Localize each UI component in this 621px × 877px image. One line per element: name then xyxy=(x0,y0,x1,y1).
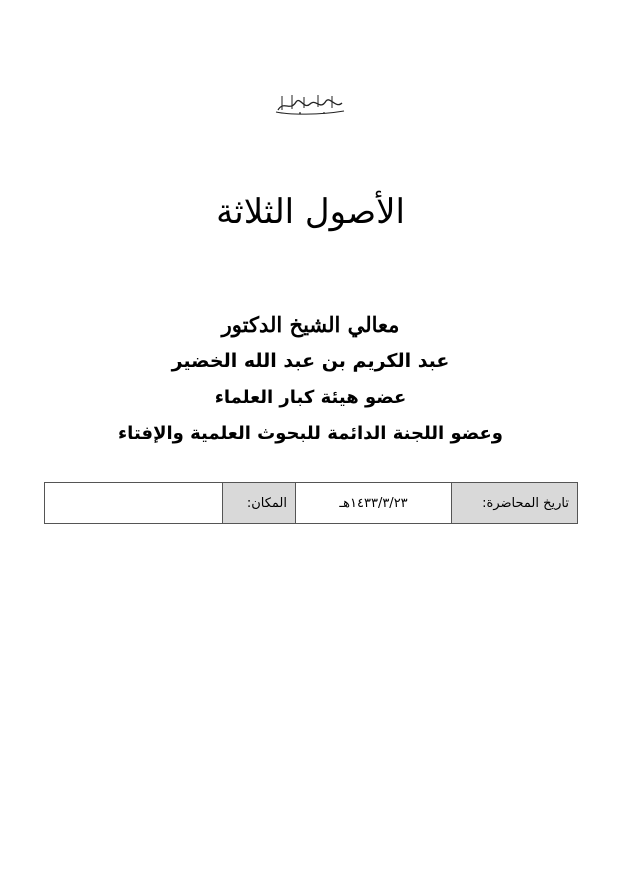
place-value xyxy=(45,483,223,524)
author-name: عبد الكريم بن عبد الله الخضير xyxy=(171,350,450,372)
place-label: المكان: xyxy=(223,483,296,524)
author-block xyxy=(0,308,621,452)
document-title: الأصول الثلاثة xyxy=(216,192,405,232)
date-value: ١٤٣٣/٣/٢٣هـ xyxy=(296,483,452,524)
author-position-2: وعضو اللجنة الدائمة للبحوث العلمية والإفتاء xyxy=(117,423,503,444)
author-honorific: معالي الشيخ الدكتور xyxy=(221,312,400,337)
table-row xyxy=(45,483,578,524)
author-position-1: عضو هيئة كبار العلماء xyxy=(214,387,407,408)
lecture-info-table xyxy=(44,482,578,524)
basmala-calligraphy xyxy=(270,92,350,116)
date-label: تاريخ المحاضرة: xyxy=(452,483,578,524)
